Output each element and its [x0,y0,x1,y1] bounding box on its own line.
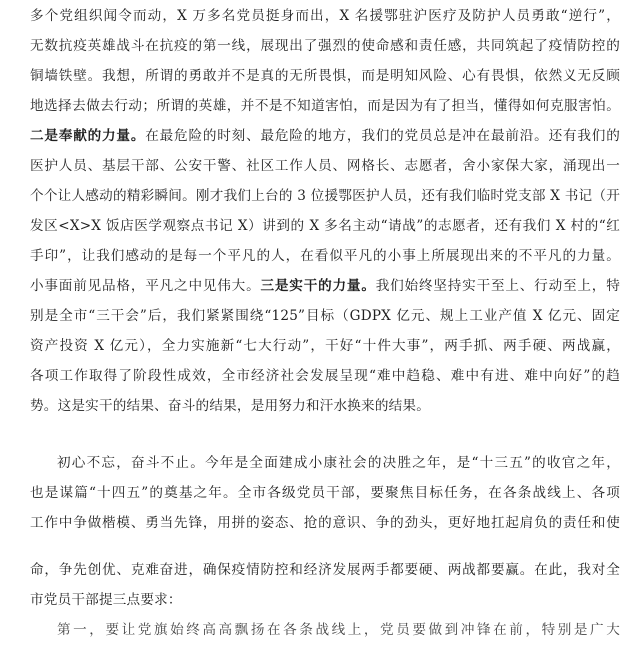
text-line: 别是全市“三干会”后，我们紧紧围绕“125”目标（GDPX 亿元、规上工业产值 X 亿元、固定 [30,308,620,324]
text-line: 资产投资 X 亿元），全力实施新“七大行动”，干好“十件大事”，两手抓、两手硬、两战赢， [30,338,620,354]
text-line: 地选择去做去行动；所谓的英雄，并不是不知道害怕，而是因为有了担当，懂得如何克服害怕。 [30,98,620,114]
text-line: 个个让人感动的精彩瞬间。刚才我们上台的 3 位援鄂医护人员，还有我们临时党支部 X 书记（开 [30,188,620,204]
text-line: 初心不忘，奋斗不止。今年是全面建成小康社会的决胜之年，是“十三五”的收官之年， [57,455,620,471]
text-line-partial: 第一，要让党旗始终高高飘扬在各条战线上，党员要做到冲锋在前，特别是广大 [57,622,620,638]
text-line [30,271,620,301]
text-line: 命，争先创优、克难奋进，确保疫情防控和经济发展两手都要硬、两战都要赢。在此，我对全 [30,562,620,578]
text-line: 多个党组织闻令而动，X 万多名党员挺身而出，X 名援鄂驻沪医疗及防护人员勇敢“逆行”， [30,8,620,24]
text-line: 医护人员、基层干部、公安干警、社区工作人员、网格长、志愿者，舍小家保大家，涌现出一 [30,158,620,174]
text-line: 铜墙铁壁。我想，所谓的勇敢并不是真的无所畏惧，而是明知风险、心有畏惧，依然义无反顾 [30,68,620,84]
text-line: 市党员干部提三点要求： [30,592,182,608]
text-span: 小事面前见品格，平凡之中见伟大。 [30,278,261,294]
paragraph-1 [30,1,620,421]
text-line: 手印”，让我们感动的是每一个平凡的人，在看似平凡的小事上所展现出来的不平凡的力量。 [30,248,620,264]
text-line: 发区<X>X 饭店医学观察点书记 X）讲到的 X 多名主动“请战”的志愿者，还有我们 X 村的“红 [30,218,620,234]
text-line: 势。这是实干的结果、奋斗的结果，是用努力和汗水换来的结果。 [30,398,431,414]
paragraph-2 [30,448,620,538]
text-line: 各项工作取得了阶段性成效，全市经济社会发展呈现“难中趋稳、难中有进、难中向好”的趋 [30,368,620,384]
text-line: 也是谋篇“十四五”的奠基之年。全市各级党员干部，要聚焦目标任务，在各条战线上、各项 [30,485,620,501]
text-line [30,121,620,151]
heading-hard-work: 三是实干的力量。 [260,278,376,294]
text-line: 工作中争做楷模、勇当先锋，用拼的姿态、抢的意识、争的劲头，更好地扛起肩负的责任和使 [30,515,620,531]
text-span: 在最危险的时刻、最危险的地方，我们的党员总是冲在最前沿。还有我们的 [145,128,620,144]
paragraph-3 [30,555,620,638]
text-line: 无数抗疫英雄战斗在抗疫的第一线，展现出了强烈的使命感和责任感，共同筑起了疫情防控的 [30,38,620,54]
heading-dedication: 二是奉献的力量。 [30,128,146,144]
text-span: 我们始终坚持实干至上、行动至上，特 [375,278,621,294]
